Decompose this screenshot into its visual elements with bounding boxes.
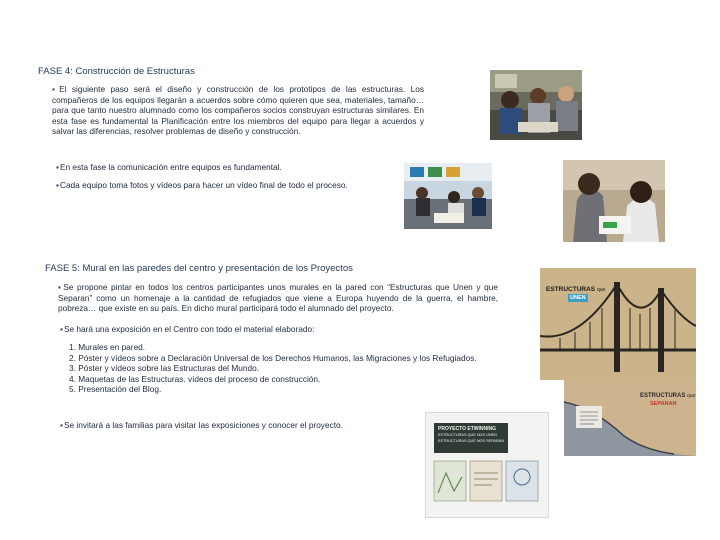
list-item: 4. Maquetas de las Estructuras. vídeos del proceso de construcción. [69, 373, 321, 384]
exhibition-list [69, 342, 498, 395]
students-photo-1 [490, 70, 582, 140]
wall-mural-photo [564, 380, 696, 456]
students-photo-2 [404, 163, 492, 229]
mural1-word3: UNEN [570, 295, 586, 301]
mural1-word1: ESTRUCTURAS [546, 286, 596, 293]
phase5-title: FASE 5: Mural en las paredes del centro y presentación de los Proyectos [45, 263, 353, 274]
phase4-paragraph-3-text: Cada equipo toma fotos y vídeos para hacer un vídeo final de todo el proceso. [59, 180, 348, 190]
phase5-paragraph-1-text: Se propone pintar en todos los centros participantes unos murales en la pared con “Estructuras que Unen y que Separan” como un homenaje a la cantidad de refugiados que viene a Europa huyendo de la guerra, el hambre, pobreza… que existe en su país. En dicho mural participará todo el alumnado del proyecto. [58, 282, 498, 314]
phase4-paragraph-2 [56, 162, 424, 173]
phase4-paragraph-1 [52, 84, 424, 137]
phase4-paragraph-1-text: El siguiente paso será el diseño y construcción de los prototipos de las estructuras. Los compañeros de los equipos llegarán a acuerdos sobre cómo quieren que sea, materiales, tamaño… para que tanto nuestro alumnado como los compañeros socios construyan estructuras similares. En esta fase es fundamental la Planificación entre los miembros del equipo para llegar a acuerdos y salvar las diferencias, resolver problemas de diseño y construcción. [52, 84, 425, 137]
poster-illustration [426, 413, 548, 517]
phase5-paragraph-3-text: Se invitará a las familias para visitar las exposiciones y conocer el proyecto. [63, 420, 343, 430]
students-photo-3 [563, 160, 665, 242]
mural2-word1: ESTRUCTURAS [640, 393, 686, 399]
phase5-paragraph-1 [58, 282, 498, 314]
bridge-mural-photo [540, 268, 696, 380]
phase5-paragraph-2 [60, 324, 498, 335]
mural2-word2: que [687, 393, 696, 399]
phase5-paragraph-2-text: Se hará una exposición en el Centro con todo el material elaborado: [63, 324, 315, 334]
phase4-paragraph-3 [56, 180, 424, 191]
list-item: 3. Póster y vídeos sobre las Estructuras del Mundo. [69, 363, 259, 374]
project-poster-photo [425, 412, 549, 518]
phase4-paragraph-2-text: En esta fase la comunicación entre equipos es fundamental. [59, 162, 282, 172]
wall-mural-label [640, 392, 695, 408]
bridge-mural-label [546, 286, 605, 302]
poster-title: PROYECTO ETWINNING [438, 426, 496, 432]
list-item: 5. Presentación del Blog. [69, 384, 162, 395]
phase4-title: FASE 4: Construcción de Estructuras [38, 66, 195, 77]
mural2-word3: SEPARAN [650, 401, 677, 407]
list-item: 2. Póster y vídeos sobre a Declaración Universal de los Derechos Humanos, las Migraciones y los Refugiados. [69, 352, 477, 363]
list-item: 1. Murales en pared. [69, 342, 146, 352]
poster-subtitle: ESTRUCTURAS QUE NOS UNEN ESTRUCTURAS QUE NOS SEPARAN [438, 433, 504, 443]
mural1-word2: que [596, 287, 606, 293]
